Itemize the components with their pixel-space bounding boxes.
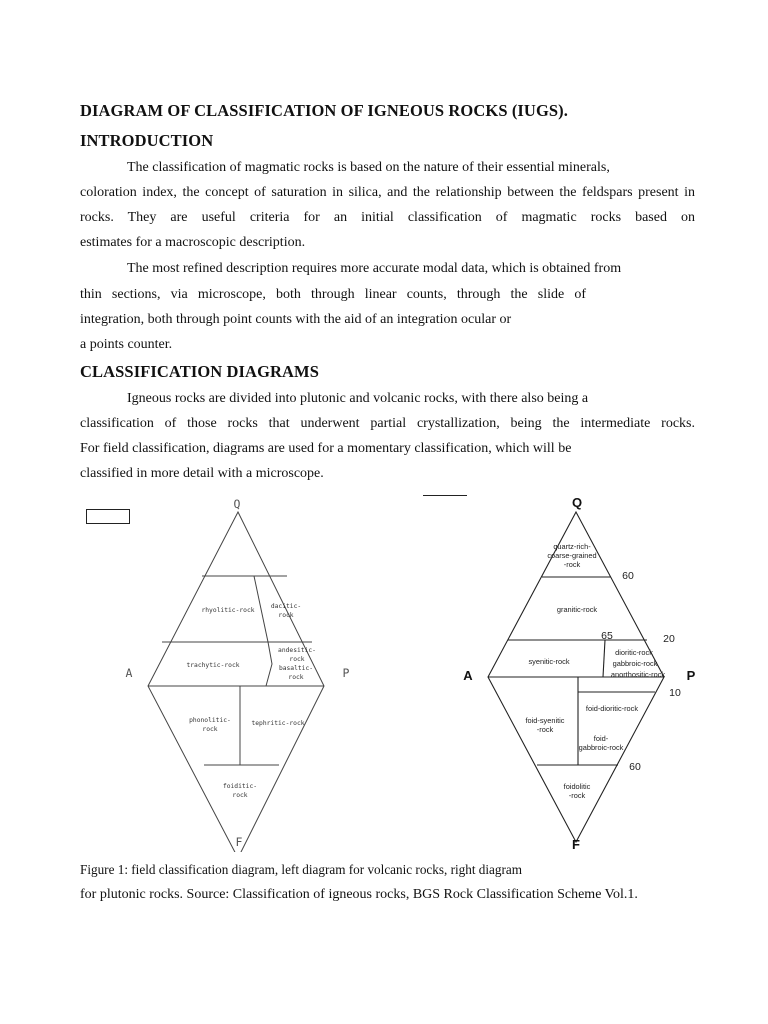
boundary-value-label: 60 bbox=[622, 570, 634, 582]
apex-p-label: P bbox=[686, 668, 696, 683]
intro-line: thin sections, via microscope, both through linear counts, through the slide of bbox=[80, 287, 586, 302]
andesitic-rock-label: rock bbox=[289, 656, 305, 663]
syenitic-rock-label: syenitic-rock bbox=[528, 657, 570, 666]
foid-syenitic-label: -rock bbox=[536, 725, 554, 734]
dacitic-rock-label: dacitic- bbox=[270, 603, 302, 610]
basaltic-rock-label: rock bbox=[288, 674, 304, 681]
foiditic-rock-label: foiditic- bbox=[222, 783, 258, 790]
intro-line: estimates for a macroscopic description. bbox=[80, 235, 306, 250]
apex-q-label: Q bbox=[571, 495, 583, 510]
apex-p-label: P bbox=[342, 666, 350, 680]
boundary-line bbox=[603, 640, 605, 677]
foiditic-rock-label: rock bbox=[232, 792, 248, 799]
figure-caption: for plutonic rocks. Source: Classification of igneous rocks, BGS Rock Classification Scheme Vol.1. bbox=[80, 887, 638, 902]
classification-line: classified in more detail with a microscope. bbox=[80, 466, 324, 481]
dacitic-rock-label: rock bbox=[278, 612, 294, 619]
apex-f-label: F bbox=[235, 835, 243, 849]
foid-gabbroic-label: foid- bbox=[593, 734, 609, 743]
intro-line: The classification of magmatic rocks is based on the nature of their essential minerals, bbox=[127, 160, 610, 175]
basaltic-rock-label: basaltic- bbox=[278, 665, 314, 672]
trachytic-rock-label: trachytic-rock bbox=[186, 662, 240, 669]
phonolitic-rock-label: rock bbox=[202, 726, 218, 733]
intro-line: The most refined description requires more accurate modal data, which is obtained from bbox=[127, 261, 622, 276]
foid-syenitic-label: foid-syenitic bbox=[525, 716, 565, 725]
diamond-outline bbox=[148, 512, 324, 852]
foid-dioritic-label: foid-dioritic-rock bbox=[585, 704, 639, 713]
classification-line: classification of those rocks that underwent partial crystallization, being the intermediate rocks. bbox=[80, 416, 695, 431]
classification-line: For field classification, diagrams are used for a momentary classification, which will be bbox=[80, 441, 572, 456]
boundary-value-label: 60 bbox=[629, 761, 641, 773]
anorthositic-rock-label: anorthositic-rock bbox=[610, 670, 666, 679]
boundary-line bbox=[266, 642, 272, 686]
gabbroic-rock-label: gabbroic-rock bbox=[612, 659, 658, 668]
dioritic-rock-label: dioritic-rock bbox=[615, 648, 653, 657]
granitic-rock-label: granitic-rock bbox=[556, 605, 598, 614]
tephritic-rock-label: tephritic-rock bbox=[251, 720, 305, 727]
apex-q-label: Q bbox=[233, 497, 241, 511]
introduction-heading: INTRODUCTION bbox=[80, 131, 214, 150]
intro-line: rocks. They are useful criteria for an initial classification of magmatic rocks based on bbox=[80, 210, 695, 225]
intro-line: a points counter. bbox=[80, 337, 173, 352]
volcanic-qapf-diagram bbox=[110, 492, 370, 852]
boundary-value-label: 10 bbox=[669, 687, 681, 699]
intro-line: integration, both through point counts with the aid of an integration ocular or bbox=[80, 312, 512, 327]
document-title: DIAGRAM OF CLASSIFICATION OF IGNEOUS ROCKS (IUGS). bbox=[80, 101, 568, 120]
classification-heading: CLASSIFICATION DIAGRAMS bbox=[80, 362, 319, 381]
quartz-rich-label: quartz-rich- bbox=[553, 542, 591, 551]
quartz-rich-label: coarse-grained bbox=[547, 551, 597, 560]
rhyolitic-rock-label: rhyolitic-rock bbox=[201, 607, 255, 614]
foidolitic-label: foidolitic bbox=[563, 782, 591, 791]
figure-caption: Figure 1: field classification diagram, left diagram for volcanic rocks, right diagram bbox=[80, 862, 523, 877]
foid-gabbroic-label: gabbroic-rock bbox=[578, 743, 624, 752]
andesitic-rock-label: andesitic- bbox=[278, 647, 316, 654]
apex-a-label: A bbox=[125, 666, 133, 680]
boundary-line bbox=[254, 576, 268, 642]
foidolitic-label: -rock bbox=[568, 791, 586, 800]
boundary-value-label: 20 bbox=[663, 633, 675, 645]
quartz-rich-label: -rock bbox=[563, 560, 581, 569]
boundary-value-label: 65 bbox=[601, 630, 613, 642]
apex-a-label: A bbox=[463, 668, 473, 683]
classification-line: Igneous rocks are divided into plutonic and volcanic rocks, with there also being a bbox=[127, 391, 589, 406]
intro-line: coloration index, the concept of saturation in silica, and the relationship between the feldspars present in bbox=[80, 185, 695, 200]
apex-f-label: F bbox=[572, 837, 580, 852]
phonolitic-rock-label: phonolitic- bbox=[189, 717, 231, 724]
plutonic-qapf-diagram bbox=[455, 492, 710, 854]
